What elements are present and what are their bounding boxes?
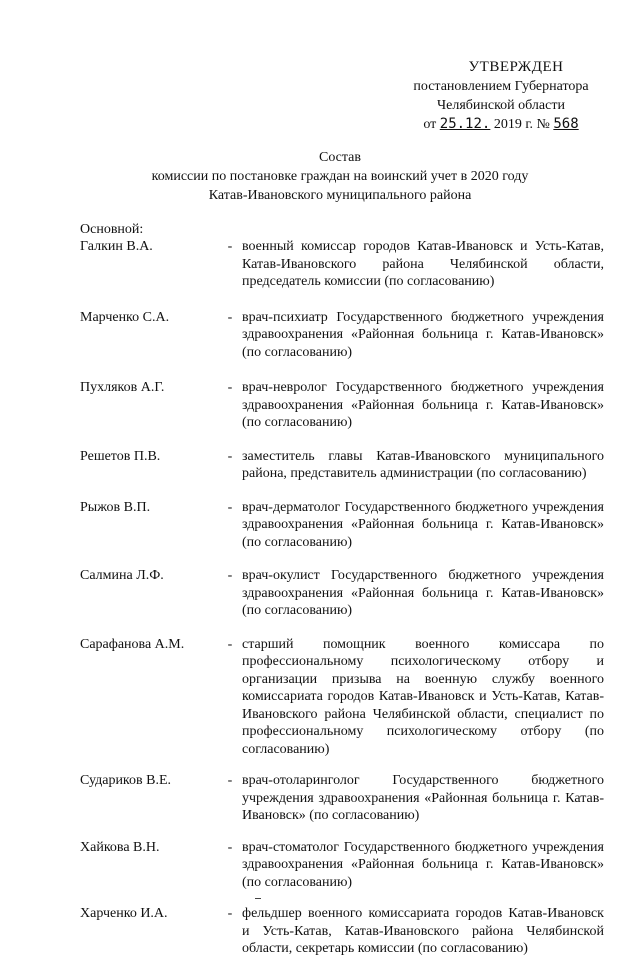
member-description: врач-невролог Государственного бюджетного учреждения здравоохранения «Районная больница г. Катав-Ивановск» (по согласованию)	[242, 380, 604, 430]
member-row	[80, 905, 604, 958]
member-description: врач-отоларинголог Государственного бюджетного учреждения здравоохранения «Районная больница г. Катав-Ивановск» (по согласованию)	[242, 773, 604, 823]
approval-block	[396, 58, 606, 134]
member-row	[80, 309, 604, 362]
member-description: врач-психиатр Государственного бюджетного учреждения здравоохранения «Районная больница г. Катав-Ивановск» (по согласованию)	[242, 309, 604, 360]
scan-mark	[255, 894, 261, 899]
member-dash: -	[227, 380, 233, 395]
member-description: врач-стоматолог Государственного бюджетного учреждения здравоохранения «Районная больница г. Катав-Ивановск» (по согласованию)	[242, 839, 604, 890]
member-row	[80, 636, 604, 759]
member-name: Салмина Л.Ф.	[80, 568, 164, 583]
member-dash: -	[227, 636, 233, 652]
approval-heading: УТВЕРЖДЕН	[468, 59, 564, 75]
year-text: 2019 г. №	[493, 117, 550, 132]
member-name: Галкин В.А.	[80, 239, 153, 254]
member-row	[80, 238, 604, 291]
approval-date-line	[396, 115, 606, 134]
member-name: Решетов П.В.	[80, 448, 161, 464]
member-row	[80, 499, 604, 552]
member-description: фельдшер военного комиссариата городов Катав-Ивановск и Усть-Катав, Катав-Ивановского района Челябинской области, секретарь комиссии (по согласованию)	[242, 906, 604, 956]
member-dash: -	[227, 839, 233, 855]
member-dash: -	[227, 239, 233, 254]
member-dash: -	[227, 906, 233, 921]
title-line-2: комиссии по постановке граждан на воинский учет в 2020 году	[151, 169, 529, 184]
member-description: врач-дерматолог Государственного бюджетного учреждения здравоохранения «Районная больница г. Катав-Ивановск» (по согласованию)	[242, 499, 604, 550]
member-dash: -	[227, 568, 233, 583]
member-name: Хайкова В.Н.	[80, 839, 160, 855]
member-name: Судариков В.Е.	[80, 773, 172, 788]
document-title	[80, 148, 600, 205]
date-prefix: от	[423, 117, 437, 132]
member-description: военный комиссар городов Катав-Ивановск и Усть-Катав, Катав-Ивановского района Челябинской области, председатель комиссии (по согласованию)	[242, 239, 604, 289]
members-list	[80, 238, 604, 958]
approval-line-1: постановлением Губернатора	[413, 79, 589, 94]
section-label: Основной:	[80, 222, 144, 237]
member-description: врач-окулист Государственного бюджетного учреждения здравоохранения «Районная больница г. Катав-Ивановск» (по согласованию)	[242, 568, 604, 618]
member-dash: -	[227, 499, 233, 515]
member-dash: -	[227, 448, 233, 464]
member-description: старший помощник военного комиссара по профессиональному психологическому отбору и организации призыва на военную службу военного комиссариата городов Катав-Ивановск и Усть-Катав, Катав-Ивановского района Челябинской области, специалист по профессиональному психологическому отбору (по согласованию)	[242, 636, 604, 757]
approval-line-2: Челябинской области	[437, 98, 565, 113]
member-name: Марченко С.А.	[80, 309, 170, 325]
title-line-3: Катав-Ивановского муниципального района	[208, 188, 472, 203]
member-name: Сарафанова А.М.	[80, 636, 185, 652]
member-row	[80, 772, 604, 825]
member-description: заместитель главы Катав-Ивановского муниципального района, представитель администрации (по согласованию)	[242, 448, 604, 481]
member-dash: -	[227, 773, 233, 788]
member-row	[80, 839, 604, 892]
member-name: Харченко И.А.	[80, 906, 168, 921]
date-value: 25.12.	[439, 116, 491, 132]
title-line-1: Состав	[318, 150, 361, 165]
member-row	[80, 567, 604, 620]
member-name: Рыжов В.П.	[80, 499, 151, 515]
document-number: 568	[553, 116, 579, 132]
member-name: Пухляков А.Г.	[80, 380, 165, 395]
member-dash: -	[227, 309, 233, 325]
member-row	[80, 448, 604, 483]
member-row	[80, 379, 604, 432]
